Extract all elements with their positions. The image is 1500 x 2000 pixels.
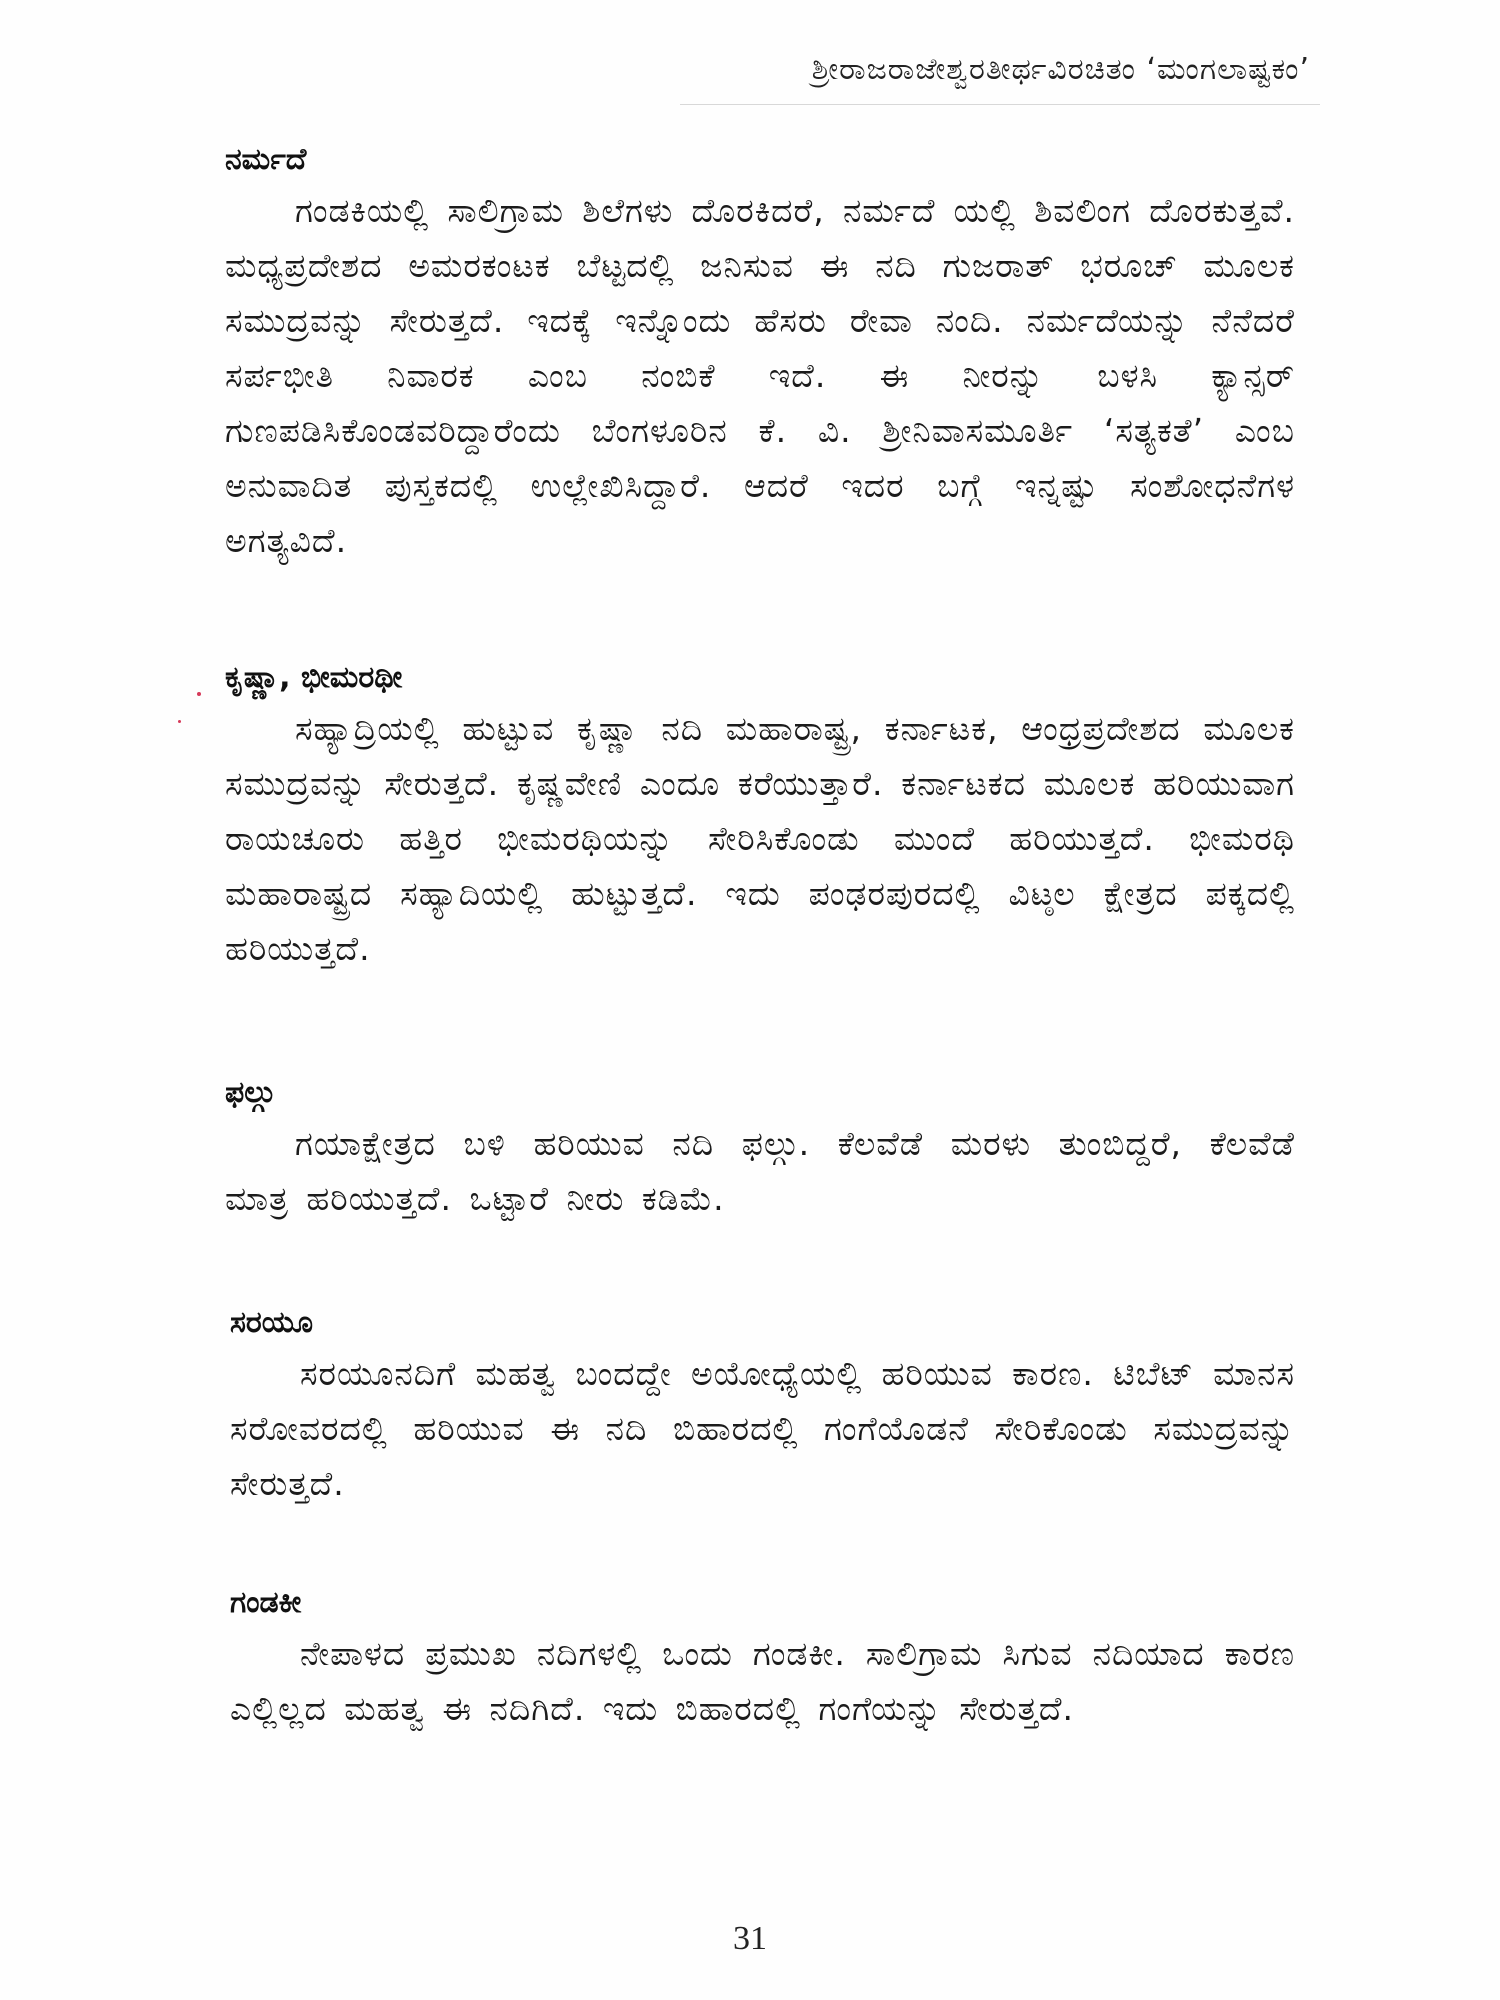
section-krishna-bhimarathi [225,660,1295,976]
section-heading: ಗಂಡಕೀ [230,1585,302,1620]
section-heading: ಫಲ್ಗು [225,1075,275,1110]
section-paragraph: ಗಯಾಕ್ಷೇತ್ರದ ಬಳಿ ಹರಿಯುವ ನದಿ ಫಲ್ಗು. ಕೆಲವೆಡೆ ಮರಳು ತುಂಬಿದ್ದರೆ, ಕೆಲವೆಡೆ ಮಾತ್ರ ಹರಿಯುತ್ತದೆ. ಒಟ್ಟಾರೆ ನೀರು ಕಡಿಮೆ. [225,1124,1295,1218]
page-number: 31 [733,1920,767,1957]
ink-speck [197,692,201,696]
header-rule [680,104,1320,105]
section-gandaki [230,1585,1295,1736]
section-paragraph: ನೇಪಾಳದ ಪ್ರಮುಖ ನದಿಗಳಲ್ಲಿ ಒಂದು ಗಂಡಕೀ. ಸಾಲಿಗ್ರಾಮ ಸಿಗುವ ನದಿಯಾದ ಕಾರಣ ಎಲ್ಲಿಲ್ಲದ ಮಹತ್ವ ಈ ನದಿಗಿದೆ. ಇದು ಬಿಹಾರದಲ್ಲಿ ಗಂಗೆಯನ್ನು ಸೇರುತ್ತದೆ. [230,1634,1295,1728]
section-paragraph: ಸರಯೂನದಿಗೆ ಮಹತ್ವ ಬಂದದ್ದೇ ಅಯೋಧ್ಯೆಯಲ್ಲಿ ಹರಿಯುವ ಕಾರಣ. ಟಿಬೆಟ್ ಮಾನಸ ಸರೋವರದಲ್ಲಿ ಹರಿಯುವ ಈ ನದಿ ಬಿಹಾರದಲ್ಲಿ ಗಂಗೆಯೊಡನೆ ಸೇರಿಕೊಂಡು ಸಮುದ್ರವನ್ನು ಸೇರುತ್ತದೆ. [230,1354,1295,1503]
section-narmade [225,142,1295,568]
section-sarayu [230,1305,1295,1511]
section-heading: ಕೃಷ್ಣಾ, ಭೀಮರಥೀ [225,660,403,695]
section-phalgu [225,1075,1295,1226]
ink-speck [178,720,181,723]
section-paragraph: ಗಂಡಕಿಯಲ್ಲಿ ಸಾಲಿಗ್ರಾಮ ಶಿಲೆಗಳು ದೊರಕಿದರೆ, ನರ್ಮದೆ ಯಲ್ಲಿ ಶಿವಲಿಂಗ ದೊರಕುತ್ತವೆ. ಮಧ್ಯಪ್ರದೇಶದ ಅಮರಕಂಟಕ ಬೆಟ್ಟದಲ್ಲಿ ಜನಿಸುವ ಈ ನದಿ ಗುಜರಾತ್ ಭರೂಚ್ ಮೂಲಕ ಸಮುದ್ರವನ್ನು ಸೇರುತ್ತದೆ. ಇದಕ್ಕೆ ಇನ್ನೊಂದು ಹೆಸರು ರೇವಾ ನಂದಿ. ನರ್ಮದೆಯನ್ನು ನೆನೆದರೆ ಸರ್ಪಭೀತಿ ನಿವಾರಕ ಎಂಬ ನಂಬಿಕೆ ಇದೆ. ಈ ನೀರನ್ನು ಬಳಸಿ ಕ್ಯಾನ್ಸರ್ ಗುಣಪಡಿಸಿಕೊಂಡವರಿದ್ದಾರೆಂದು ಬೆಂಗಳೂರಿನ ಕೆ. ವಿ. ಶ್ರೀನಿವಾಸಮೂರ್ತಿ ‘ಸತ್ಯಕತೆ’ ಎಂಬ ಅನುವಾದಿತ ಪುಸ್ತಕದಲ್ಲಿ ಉಲ್ಲೇಖಿಸಿದ್ದಾರೆ. ಆದರೆ ಇದರ ಬಗ್ಗೆ ಇನ್ನಷ್ಟು ಸಂಶೋಧನೆಗಳ ಅಗತ್ಯವಿದೆ. [225,191,1295,560]
section-paragraph: ಸಹ್ಯಾದ್ರಿಯಲ್ಲಿ ಹುಟ್ಟುವ ಕೃಷ್ಣಾ ನದಿ ಮಹಾರಾಷ್ಟ್ರ, ಕರ್ನಾಟಕ, ಆಂಧ್ರಪ್ರದೇಶದ ಮೂಲಕ ಸಮುದ್ರವನ್ನು ಸೇರುತ್ತದೆ. ಕೃಷ್ಣವೇಣಿ ಎಂದೂ ಕರೆಯುತ್ತಾರೆ. ಕರ್ನಾಟಕದ ಮೂಲಕ ಹರಿಯುವಾಗ ರಾಯಚೂರು ಹತ್ತಿರ ಭೀಮರಥಿಯನ್ನು ಸೇರಿಸಿಕೊಂಡು ಮುಂದೆ ಹರಿಯುತ್ತದೆ. ಭೀಮರಥಿ ಮಹಾರಾಷ್ಟ್ರದ ಸಹ್ಯಾದಿಯಲ್ಲಿ ಹುಟ್ಟುತ್ತದೆ. ಇದು ಪಂಢರಪುರದಲ್ಲಿ ವಿಟ್ಠಲ ಕ್ಷೇತ್ರದ ಪಕ್ಕದಲ್ಲಿ ಹರಿಯುತ್ತದೆ. [225,709,1295,968]
running-header: ಶ್ರೀರಾಜರಾಜೇಶ್ವರತೀರ್ಥವಿರಚಿತಂ ‘ಮಂಗಲಾಷ್ಟಕಂ’ [811,52,1310,87]
section-heading: ಸರಯೂ [230,1305,314,1340]
section-heading: ನರ್ಮದೆ [225,142,307,177]
